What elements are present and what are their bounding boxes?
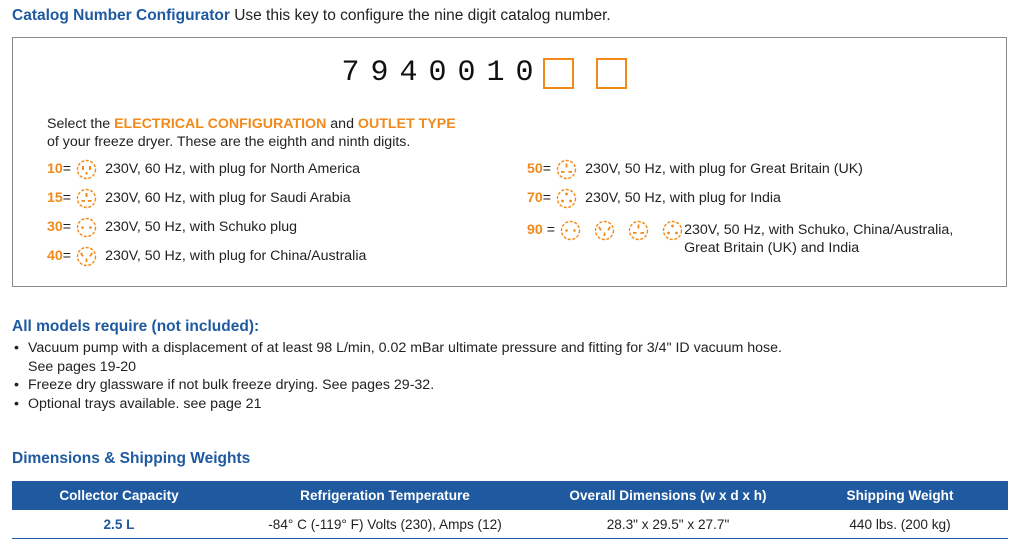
option-50 <box>527 157 953 181</box>
option-description: 230V, 50 Hz, with plug for Great Britain (UK) <box>585 161 863 177</box>
option-description: 230V, 50 Hz, with Schuko, China/Australia, Great Britain (UK) and India <box>684 222 954 256</box>
catalog-digit: 0 <box>515 56 534 90</box>
intro-text: and <box>330 116 354 132</box>
option-description: 230V, 60 Hz, with plug for Saudi Arabia <box>105 190 351 206</box>
option-10 <box>47 157 366 181</box>
equals-sign: = <box>62 161 72 177</box>
requirements-list <box>12 339 1002 413</box>
option-code: 10 <box>47 161 63 177</box>
page-title: Catalog Number Configurator <box>12 7 230 24</box>
schuko-plug-icon <box>76 217 97 238</box>
option-description: 230V, 50 Hz, with plug for India <box>585 190 781 206</box>
great-britain-plug-icon <box>556 159 577 180</box>
outlet-type-term: OUTLET TYPE <box>357 116 456 132</box>
equals-sign: = <box>62 190 72 206</box>
page-subtitle: Use this key to configure the nine digit catalog number. <box>234 7 611 24</box>
equals-sign: = <box>62 219 72 235</box>
north-america-plug-icon <box>76 159 97 180</box>
list-item: • Optional trays available. see page 21 <box>12 395 1002 414</box>
table-header-row <box>12 481 1008 510</box>
options-right-column <box>527 157 953 257</box>
column-header: Shipping Weight <box>792 481 1008 510</box>
catalog-digit: 0 <box>457 56 476 90</box>
option-40 <box>47 244 366 268</box>
equals-sign: = <box>542 190 552 206</box>
option-90 <box>527 218 953 257</box>
option-30 <box>47 215 366 239</box>
list-item: • Freeze dry glassware if not bulk freeze drying. See pages 29-32. <box>12 376 1002 395</box>
catalog-number <box>336 56 645 90</box>
column-header: Overall Dimensions (w x d x h) <box>544 481 792 510</box>
table-row <box>12 510 1008 539</box>
multi-plug-icons <box>560 220 683 241</box>
table-cell: 440 lbs. (200 kg) <box>792 510 1008 539</box>
table-cell: -84° C (-119° F) Volts (230), Amps (12) <box>226 510 544 539</box>
catalog-digit: 9 <box>370 56 389 90</box>
schuko-plug-icon <box>560 220 581 241</box>
saudi-arabia-plug-icon <box>76 188 97 209</box>
intro-text: of your freeze dryer. These are the eighth and ninth digits. <box>47 134 411 150</box>
india-plug-icon <box>662 220 683 241</box>
catalog-digit: 1 <box>486 56 505 90</box>
electrical-configuration-term: ELECTRICAL CONFIGURATION <box>114 116 327 132</box>
ninth-digit-box[interactable] <box>596 58 627 89</box>
great-britain-plug-icon <box>628 220 649 241</box>
option-description: 230V, 50 Hz, with plug for China/Australia <box>105 248 367 264</box>
page-title-line <box>12 7 611 25</box>
options-left-column <box>47 157 366 268</box>
india-plug-icon <box>556 188 577 209</box>
option-code: 30 <box>47 219 63 235</box>
option-15 <box>47 186 366 210</box>
option-code: 90 <box>527 222 543 238</box>
option-70 <box>527 186 953 210</box>
option-description: 230V, 50 Hz, with Schuko plug <box>105 219 297 235</box>
catalog-digit: 0 <box>428 56 447 90</box>
option-code: 50 <box>527 161 543 177</box>
table-cell: 28.3" x 29.5" x 27.7" <box>544 510 792 539</box>
option-code: 40 <box>47 248 63 264</box>
column-header: Collector Capacity <box>12 481 226 510</box>
dimensions-title: Dimensions & Shipping Weights <box>12 450 251 467</box>
china-australia-plug-icon <box>76 246 97 267</box>
option-description: 230V, 60 Hz, with plug for North America <box>105 161 361 177</box>
table-cell: 2.5 L <box>12 510 226 539</box>
list-item: • Vacuum pump with a displacement of at least 98 L/min, 0.02 mBar ultimate pressure and fitting for 3/4" ID vacuum hose. See pages 19-20 <box>12 339 1002 376</box>
configurator-intro <box>47 115 456 151</box>
requirements-title: All models require (not included): <box>12 318 260 335</box>
equals-sign: = <box>542 161 552 177</box>
catalog-digit: 4 <box>399 56 418 90</box>
catalog-digit: 7 <box>341 56 360 90</box>
equals-sign: = <box>62 248 72 264</box>
equals-sign: = <box>546 222 556 238</box>
intro-text: Select the <box>47 116 111 132</box>
option-code: 70 <box>527 190 543 206</box>
eighth-digit-box[interactable] <box>543 58 574 89</box>
china-australia-plug-icon <box>594 220 615 241</box>
column-header: Refrigeration Temperature <box>226 481 544 510</box>
dimensions-table <box>12 481 1008 539</box>
option-code: 15 <box>47 190 63 206</box>
